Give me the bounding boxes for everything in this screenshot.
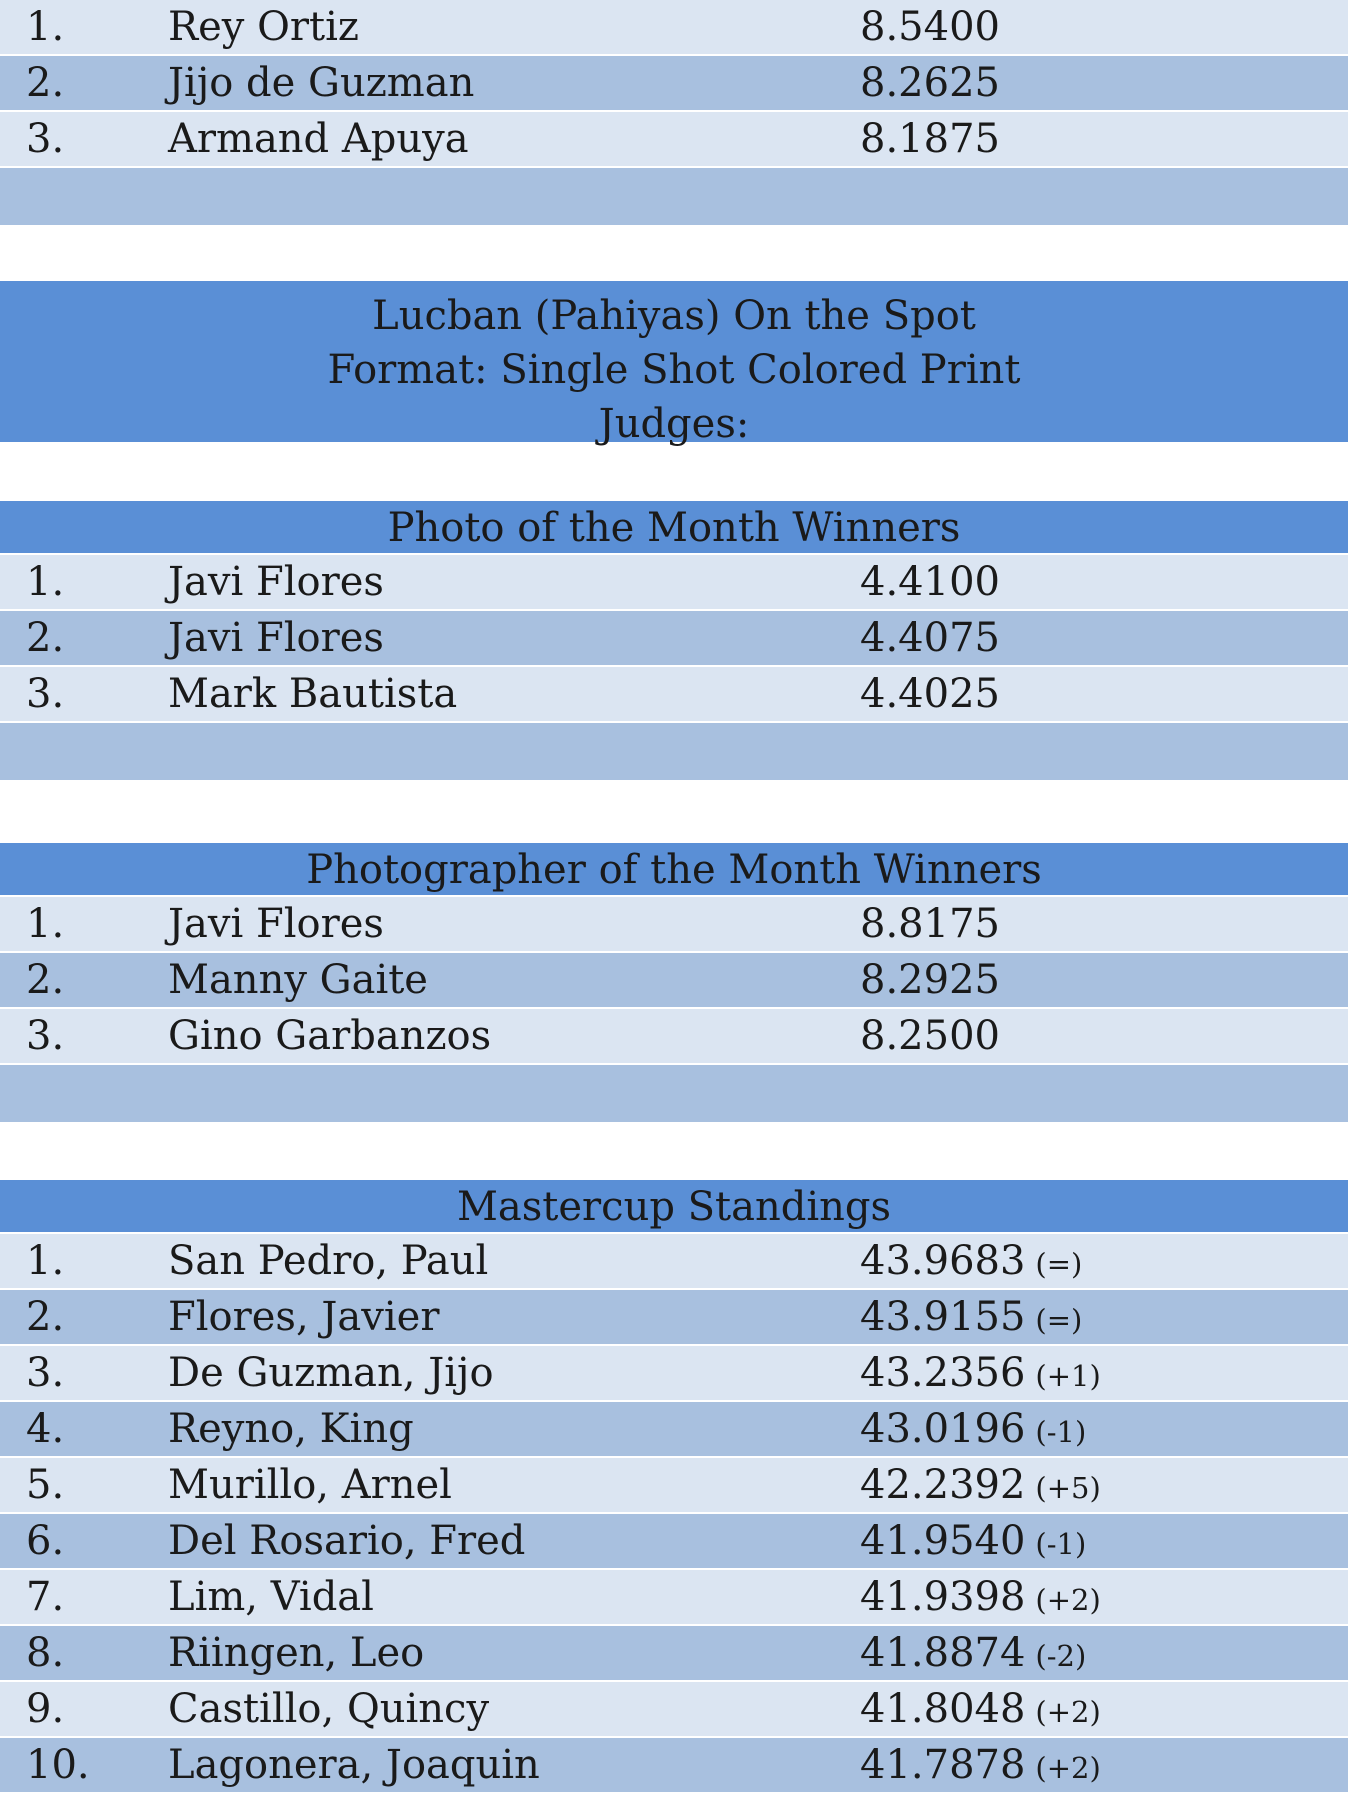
- score-cell: [860, 1238, 1082, 1284]
- name-cell: Javi Flores: [168, 559, 384, 605]
- section-heading: Mastercup Standings: [0, 1180, 1348, 1234]
- rank-cell: 7.: [26, 1574, 65, 1620]
- score-value: 43.9155: [860, 1294, 1026, 1340]
- photographer-of-month-table: [0, 843, 1348, 1122]
- event-judges: Judges:: [598, 401, 750, 447]
- mastercup-rows: [0, 1234, 1348, 1794]
- score-value: 43.9683: [860, 1238, 1026, 1284]
- table-row: [0, 1626, 1348, 1682]
- name-cell: Castillo, Quincy: [168, 1686, 490, 1732]
- name-cell: Armand Apuya: [168, 116, 469, 162]
- name-cell: Reyno, King: [168, 1406, 414, 1452]
- table-row: [0, 1346, 1348, 1402]
- score-cell: 4.4025: [860, 671, 1000, 717]
- empty-row: [0, 1065, 1348, 1122]
- table-row: [0, 1458, 1348, 1514]
- table-row: [0, 1738, 1348, 1794]
- mastercup-standings-table: [0, 1180, 1348, 1794]
- score-cell: [860, 1462, 1101, 1508]
- score-value: 41.9398: [860, 1574, 1026, 1620]
- empty-row: [0, 723, 1348, 780]
- name-cell: Mark Bautista: [168, 671, 458, 717]
- score-cell: [860, 1630, 1086, 1676]
- table-row: [0, 897, 1348, 953]
- name-cell: Gino Garbanzos: [168, 1013, 492, 1059]
- score-cell: 8.2925: [860, 957, 1000, 1003]
- rank-cell: 2.: [26, 1294, 65, 1340]
- name-cell: Murillo, Arnel: [168, 1462, 452, 1508]
- name-cell: Manny Gaite: [168, 957, 428, 1003]
- rank-cell: 5.: [26, 1462, 65, 1508]
- score-cell: [860, 1406, 1086, 1452]
- name-cell: Rey Ortiz: [168, 4, 359, 50]
- empty-row: [0, 168, 1348, 225]
- score-cell: 8.2500: [860, 1013, 1000, 1059]
- section-heading: Photo of the Month Winners: [0, 501, 1348, 555]
- score-value: 43.0196: [860, 1406, 1026, 1452]
- name-cell: Javi Flores: [168, 615, 384, 661]
- event-header: [0, 281, 1348, 447]
- rank-cell: 3.: [26, 116, 65, 162]
- table-row: [0, 1402, 1348, 1458]
- rank-change: (+1): [1035, 1359, 1101, 1393]
- score-value: 41.9540: [860, 1518, 1026, 1564]
- table-row: [0, 1570, 1348, 1626]
- score-value: 41.8048: [860, 1686, 1026, 1732]
- rank-cell: 3.: [26, 671, 65, 717]
- rank-cell: 4.: [26, 1406, 65, 1452]
- score-cell: 8.1875: [860, 116, 1000, 162]
- name-cell: Flores, Javier: [168, 1294, 440, 1340]
- table-row: [0, 953, 1348, 1009]
- rank-change: (-1): [1035, 1415, 1087, 1449]
- name-cell: Del Rosario, Fred: [168, 1518, 526, 1564]
- rank-cell: 8.: [26, 1630, 65, 1676]
- rank-cell: 1.: [26, 4, 65, 50]
- score-cell: [860, 1294, 1082, 1340]
- score-cell: 8.2625: [860, 60, 1000, 106]
- score-cell: 8.5400: [860, 4, 1000, 50]
- rank-cell: 2.: [26, 957, 65, 1003]
- rank-cell: 1.: [26, 1238, 65, 1284]
- score-cell: [860, 1742, 1101, 1788]
- rank-cell: 10.: [26, 1742, 90, 1788]
- rank-cell: 2.: [26, 615, 65, 661]
- rank-change: (=): [1035, 1247, 1083, 1281]
- name-cell: San Pedro, Paul: [168, 1238, 489, 1284]
- name-cell: De Guzman, Jijo: [168, 1350, 494, 1396]
- score-cell: [860, 1350, 1101, 1396]
- score-value: 41.7878: [860, 1742, 1026, 1788]
- table-row: [0, 1009, 1348, 1065]
- rank-change: (+5): [1035, 1471, 1101, 1505]
- table-row: [0, 112, 1348, 168]
- rank-cell: 6.: [26, 1518, 65, 1564]
- event-format: Format: Single Shot Colored Print: [327, 347, 1021, 393]
- table-row: [0, 555, 1348, 611]
- score-value: 41.8874: [860, 1630, 1026, 1676]
- rank-cell: 3.: [26, 1013, 65, 1059]
- name-cell: Lim, Vidal: [168, 1574, 374, 1620]
- top-results-table: [0, 0, 1348, 225]
- score-cell: [860, 1574, 1101, 1620]
- table-row: [0, 1514, 1348, 1570]
- rank-change: (+2): [1035, 1583, 1101, 1617]
- name-cell: Riingen, Leo: [168, 1630, 425, 1676]
- rank-cell: 2.: [26, 60, 65, 106]
- rank-change: (+2): [1035, 1695, 1101, 1729]
- score-cell: 4.4100: [860, 559, 1000, 605]
- score-value: 42.2392: [860, 1462, 1026, 1508]
- table-row: [0, 0, 1348, 56]
- section-heading: Photographer of the Month Winners: [0, 843, 1348, 897]
- rank-cell: 1.: [26, 901, 65, 947]
- score-cell: 8.8175: [860, 901, 1000, 947]
- score-cell: [860, 1686, 1101, 1732]
- rank-change: (=): [1035, 1303, 1083, 1337]
- table-row: [0, 1682, 1348, 1738]
- rank-change: (-2): [1035, 1639, 1087, 1673]
- rank-cell: 9.: [26, 1686, 65, 1732]
- table-row: [0, 56, 1348, 112]
- rank-cell: 1.: [26, 559, 65, 605]
- score-value: 43.2356: [860, 1350, 1026, 1396]
- score-cell: [860, 1518, 1086, 1564]
- event-title: Lucban (Pahiyas) On the Spot: [372, 293, 976, 339]
- rank-change: (+2): [1035, 1751, 1101, 1785]
- table-row: [0, 1290, 1348, 1346]
- table-row: [0, 611, 1348, 667]
- table-row: [0, 667, 1348, 723]
- photo-of-month-table: [0, 501, 1348, 780]
- rank-cell: 3.: [26, 1350, 65, 1396]
- name-cell: Lagonera, Joaquin: [168, 1742, 540, 1788]
- rank-change: (-1): [1035, 1527, 1087, 1561]
- name-cell: Jijo de Guzman: [168, 60, 475, 106]
- event-header-banner: [0, 281, 1348, 447]
- name-cell: Javi Flores: [168, 901, 384, 947]
- table-row: [0, 1234, 1348, 1290]
- score-cell: 4.4075: [860, 615, 1000, 661]
